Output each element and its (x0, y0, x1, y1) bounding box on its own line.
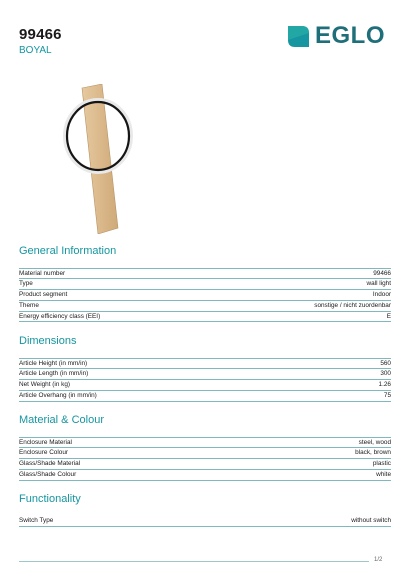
table-row: Glass/Shade Material plastic (19, 459, 391, 470)
table-general (19, 268, 391, 322)
table-row: Product segment Indoor (19, 290, 391, 301)
table-row: Net Weight (in kg) 1.26 (19, 380, 391, 391)
table-row: Enclosure Material steel, wood (19, 438, 391, 446)
table-row: Article Length (in mm/in) 300 (19, 369, 391, 380)
section-title-functionality: Functionality (19, 493, 81, 505)
product-image (60, 84, 150, 234)
table-material (19, 437, 391, 481)
table-row: Type wall light (19, 279, 391, 290)
table-row: Glass/Shade Colour white (19, 470, 391, 481)
table-row: Article Height (in mm/in) 560 (19, 359, 391, 367)
brand-logo (288, 22, 386, 49)
table-row: Enclosure Colour black, brown (19, 448, 391, 459)
page-number: 1/2 (374, 557, 383, 563)
table-row: Article Overhang (in mm/in) 75 (19, 391, 391, 402)
table-row: Switch Type without switch (19, 516, 391, 527)
footer-divider (19, 561, 369, 562)
product-name: BOYAL (19, 45, 52, 56)
table-row: Material number 99466 (19, 269, 391, 277)
article-number: 99466 (19, 26, 62, 43)
table-row: Energy efficiency class (EEI) E (19, 312, 391, 323)
section-title-dimensions: Dimensions (19, 335, 77, 347)
table-dimensions (19, 358, 391, 402)
section-title-material: Material & Colour (19, 414, 104, 426)
brand-name: EGLO (315, 22, 386, 49)
section-title-general: General Information (19, 245, 117, 257)
table-row: Theme sonstige / nicht zuordenbar (19, 301, 391, 312)
table-functionality (19, 516, 391, 527)
eglo-logo-icon (288, 26, 309, 47)
